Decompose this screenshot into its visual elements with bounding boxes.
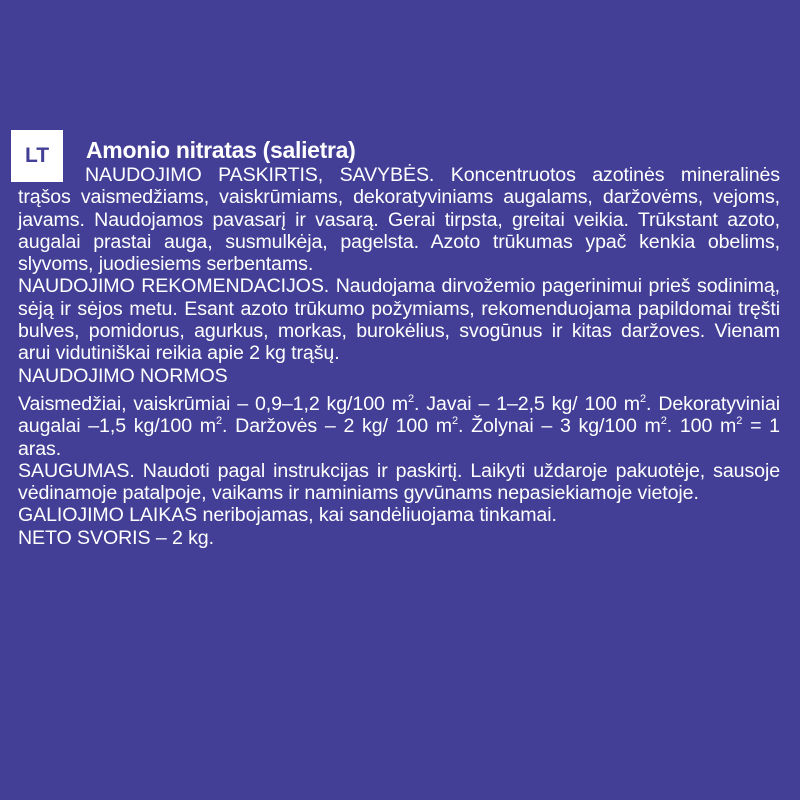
norms-ornamental: . Dekoratyviniai augalai –1,5 kg/100 m <box>18 392 780 438</box>
purpose-section <box>18 164 780 275</box>
shelf-life-section <box>18 504 780 526</box>
unit-exponent: 2 <box>452 415 459 428</box>
safety-heading: SAUGUMAS. <box>18 459 135 482</box>
unit-exponent: 2 <box>736 415 743 428</box>
purpose-heading: NAUDOJIMO PASKIRTIS, SAVYBĖS. <box>85 164 435 186</box>
purpose-text: Koncentruotos azotinės mineralinės trąšos vaismedžiams, vaiskrūmiams, dekoratyviniams augalams, daržovėms, vejoms, javams. Naudojamos pavasarį ir vasarą. Gerai tirpsta, greitai veikia. Trūkstant azoto, augalai prastai auga, susmulkėja, pagelsta. Azoto trūkumas ypač kenkia obelims, slyvoms, juodiesiems serbentams. <box>18 164 780 276</box>
safety-section <box>18 460 780 505</box>
net-weight-section <box>18 527 780 549</box>
norms-vegetables: . Daržovės – 2 kg/ 100 m <box>222 415 452 438</box>
unit-exponent: 2 <box>660 415 667 428</box>
recommendations-heading: NAUDOJIMO REKOMENDACIJOS. <box>18 275 330 298</box>
net-weight-text: – 2 kg. <box>155 526 214 549</box>
label-content <box>18 164 780 549</box>
language-badge: LT <box>11 130 63 182</box>
norms-heading: NAUDOJIMO NORMOS <box>18 364 228 387</box>
norms-area-suffix: = 1 aras. <box>18 415 780 460</box>
norms-area-prefix: . 100 m <box>666 415 737 438</box>
net-weight-heading: NETO SVORIS <box>18 526 151 549</box>
norms-trees: Vaismedžiai, vaiskrūmiai – 0,9–1,2 kg/100 m <box>18 392 408 415</box>
shelf-life-heading: GALIOJIMO LAIKAS <box>18 504 198 527</box>
unit-exponent: 2 <box>407 392 414 405</box>
norms-lawns: . Žolynai – 3 kg/100 m <box>458 415 661 438</box>
recommendations-text: Naudojama dirvožemio pagerinimui prieš sodinimą, sėją ir sėjos metu. Esant azoto trūkumo požymiams, rekomenduojama papildomai tręšti bulves, pomidorus, agurkus, morkas, burokėlius, svogūnus ir kitas daržoves. Vienam arui vidutiniškai reikia apie 2 kg trąšų. <box>18 275 780 365</box>
product-title: Amonio nitratas (salietra) <box>86 137 356 163</box>
unit-exponent: 2 <box>640 392 647 405</box>
shelf-life-text: neribojamas, kai sandėliuojama tinkamai. <box>202 504 557 527</box>
norms-section <box>18 393 780 460</box>
safety-text: Naudoti pagal instrukcijas ir paskirtį. Laikyti uždaroje pakuotėje, sausoje vėdinamoje patalpoje, vaikams ir naminiams gyvūnams nepasiekiamoje vietoje. <box>18 459 780 505</box>
norms-cereals: . Javai – 1–2,5 kg/ 100 m <box>413 392 641 415</box>
recommendations-section <box>18 275 780 364</box>
unit-exponent: 2 <box>216 415 223 428</box>
